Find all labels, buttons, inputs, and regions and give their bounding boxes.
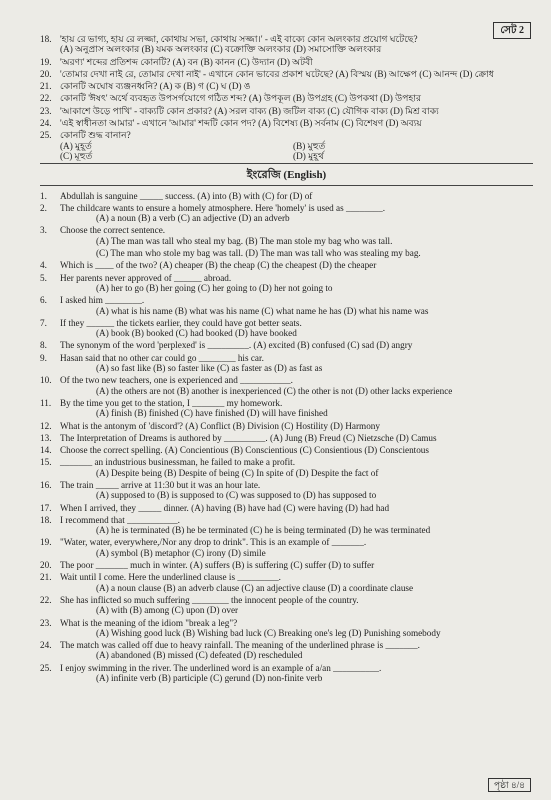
- question-row: [40, 225, 533, 246]
- question-row: [40, 273, 533, 294]
- question-options: (A) a noun (B) a verb (C) an adjective (D) an adverb: [96, 213, 290, 224]
- question-stem: _______ an industrious businessman, he failed to make a profit.: [60, 457, 296, 468]
- question-number: 25.: [40, 662, 52, 673]
- question-row: [40, 130, 533, 161]
- question-stem: কোনটি 'ঈষৎ' অর্থে ব্যবহৃত উপসর্গযোগে গঠিত শব্দ? (A) উপকূল (B) উপগ্রহ (C) উপকথা (D) উপহার: [60, 93, 422, 104]
- question-row: [40, 433, 533, 443]
- question-number: 6.: [40, 295, 47, 306]
- question-stem: I recommend that ___________.: [60, 514, 180, 525]
- question-text: [60, 106, 533, 116]
- question-row: [40, 340, 533, 350]
- question-stem: Choose the correct spelling. (A) Concientious (B) Conscientious (C) Consientious (D) Conscientous: [60, 445, 429, 456]
- question-number: 7.: [40, 317, 47, 328]
- question-stem: Hasan said that no other car could go ________ his car.: [60, 352, 264, 363]
- question-text: [60, 191, 533, 201]
- question-stem: Which is ____ of the two? (A) cheaper (B) the cheap (C) the cheapest (D) the cheaper: [60, 260, 377, 271]
- question-options: (A) with (B) among (C) upon (D) over: [96, 605, 239, 616]
- question-options: (A) supposed to (B) is supposed to (C) was supposed to (D) has supposed to: [96, 490, 377, 501]
- question-stem: The poor _______ much in winter. (A) suffers (B) is suffering (C) suffer (D) to suffer: [60, 560, 375, 571]
- question-number: 18.: [40, 514, 52, 525]
- question-text: [60, 248, 533, 258]
- question-text: [60, 595, 533, 616]
- question-text: [60, 515, 533, 536]
- option: (A) মুহূর্ত: [60, 140, 92, 151]
- question-stem: 'অরণ্য' শব্দের প্রতিশব্দ কোনটি? (A) বন (B) কানন (C) উদ্যান (D) অটবী: [60, 56, 313, 67]
- divider: [40, 185, 533, 186]
- question-row: [40, 353, 533, 374]
- question-row: [40, 81, 533, 91]
- question-text: [60, 295, 533, 316]
- question-row: [40, 618, 533, 639]
- question-number: 11.: [40, 397, 52, 408]
- option: (D) মুহূর্থ: [293, 150, 324, 161]
- question-stem: If they ______ the tickets earlier, they could have got better seats.: [60, 317, 302, 328]
- question-number: 5.: [40, 272, 47, 283]
- question-options: (A) Despite being (B) Despite of being (C) In spite of (D) Despite the fact of: [96, 467, 379, 478]
- question-stem: Wait until I come. Here the underlined clause is _________.: [60, 572, 281, 583]
- question-text: [60, 560, 533, 570]
- question-number: 25.: [40, 130, 52, 141]
- question-number: 21.: [40, 81, 52, 92]
- question-number: 1.: [40, 190, 47, 201]
- question-number: 24.: [40, 640, 52, 651]
- question-stem: কোনটি শুদ্ধ বানান?: [60, 130, 131, 141]
- question-row: [40, 480, 533, 501]
- question-text: [60, 375, 533, 396]
- question-options: (A) finish (B) finished (C) have finished (D) will have finished: [96, 408, 328, 419]
- question-stem: What is the antonym of 'discord'? (A) Conflict (B) Division (C) Hostility (D) Harmony: [60, 420, 380, 431]
- question-row: [40, 398, 533, 419]
- question-text: [60, 480, 533, 501]
- question-text: [60, 445, 533, 455]
- question-number: 16.: [40, 480, 52, 490]
- question-options: (A) he is terminated (B) he be terminated (C) he is being terminated (D) he was terminated: [96, 525, 431, 536]
- question-row: [40, 318, 533, 339]
- question-options: [60, 141, 533, 162]
- question-number: 13.: [40, 432, 52, 443]
- question-text: [60, 203, 533, 224]
- question-text: [60, 93, 533, 103]
- question-number: 18.: [40, 34, 52, 44]
- question-stem: When I arrived, they _____ dinner. (A) having (B) have had (C) were having (D) had had: [60, 502, 390, 513]
- question-text: [60, 537, 533, 558]
- question-row: [40, 118, 533, 128]
- question-number: 14.: [40, 445, 52, 456]
- question-text: [60, 273, 533, 294]
- question-row: [40, 93, 533, 103]
- question-stem: Of the two new teachers, one is experienced and ___________.: [60, 375, 293, 386]
- question-number: 17.: [40, 502, 52, 513]
- page-number: পৃষ্ঠা ৪/৪: [488, 778, 531, 792]
- set-label: সেট 2: [493, 22, 531, 39]
- question-options: (A) infinite verb (B) participle (C) gerund (D) non-finite verb: [96, 673, 323, 684]
- question-options: (A) book (B) booked (C) had booked (D) have booked: [96, 328, 297, 339]
- question-text: [60, 130, 533, 161]
- question-text: [60, 640, 533, 661]
- question-number: 8.: [40, 340, 47, 351]
- question-number: 22.: [40, 93, 52, 104]
- question-row: [40, 640, 533, 661]
- question-number: 23.: [40, 617, 52, 628]
- bangla-section: [40, 34, 533, 161]
- question-row: [40, 445, 533, 455]
- english-section-title: ইংরেজি (English): [246, 169, 327, 182]
- question-stem: 'আকাশে উড়ে পাখি' - বাক্যটি কোন প্রকার? (A) সরল বাক্য (B) জটিল বাক্য (C) যৌগিক বাক্য (D) মিশ্র বাক্য: [60, 105, 439, 116]
- question-row: [40, 260, 533, 270]
- question-number: 22.: [40, 594, 52, 605]
- question-number: 2.: [40, 202, 47, 213]
- question-options: (C) The man who stole my bag was tall. (D) The man was tall who was stealing my bag.: [96, 248, 421, 259]
- question-stem: 'তোমার দেখা নাই রে, তোমার দেখা নাই' - এখানে কোন ভাবের প্রকাশ ঘটেছে? (A) বিস্ময় (B) আক্ষেপ (C) আনন্দ (D) ক্রোধ: [60, 68, 494, 79]
- question-stem: I asked him ________.: [60, 295, 145, 306]
- question-options: (A) the others are not (B) another is inexperienced (C) the other is not (D) other lacks experience: [96, 385, 453, 396]
- question-number: 24.: [40, 118, 52, 129]
- question-options: (A) অনুপ্রাস অলংকার (B) যমক অলংকার (C) বক্রোক্তি অলংকার (D) সমাসোক্তি অলংকার: [60, 44, 382, 55]
- question-text: [60, 225, 533, 246]
- question-row: [40, 375, 533, 396]
- question-row: [40, 191, 533, 201]
- question-row: [40, 34, 533, 55]
- question-text: [60, 340, 533, 350]
- question-text: [60, 398, 533, 419]
- question-options: (A) her to go (B) her going (C) her going to (D) her not going to: [96, 282, 333, 293]
- question-options: (A) a noun clause (B) an adverb clause (C) an adjective clause (D) a coordinate clause: [96, 582, 414, 593]
- question-number: 21.: [40, 572, 52, 583]
- question-stem: Choose the correct sentence.: [60, 225, 166, 236]
- question-stem: What is the meaning of the idiom "break a leg"?: [60, 617, 238, 628]
- question-number: 15.: [40, 457, 52, 468]
- question-text: [60, 34, 533, 55]
- question-row: [40, 457, 533, 478]
- divider: [40, 163, 533, 164]
- question-stem: The childcare wants to ensure a homely atmosphere. Here 'homely' is used as ________.: [60, 202, 386, 213]
- question-row: [40, 537, 533, 558]
- question-row: [40, 248, 533, 258]
- question-text: [60, 318, 533, 339]
- question-stem: কোনটি অঘোষ ব্যঞ্জনধ্বনি? (A) ক (B) গ (C) ঘ (D) ঙ: [60, 81, 251, 92]
- question-number: 20.: [40, 560, 52, 571]
- question-options: (A) Wishing good luck (B) Wishing bad luck (C) Breaking one's leg (D) Punishing somebody: [96, 627, 441, 638]
- question-stem: Abdullah is sanguine _____ success. (A) into (B) with (C) for (D) of: [60, 190, 313, 201]
- question-number: 3.: [40, 225, 47, 236]
- question-row: [40, 203, 533, 224]
- question-options: (A) The man was tall who steal my bag. (B) The man stole my bag who was tall.: [96, 235, 393, 246]
- question-row: [40, 515, 533, 536]
- question-text: [60, 260, 533, 270]
- question-stem: The Interpretation of Dreams is authored by _________. (A) Jung (B) Freud (C) Nietzsche (D) Camus: [60, 432, 437, 443]
- question-options: (A) abandoned (B) missed (C) defeated (D) rescheduled: [96, 650, 303, 661]
- question-row: [40, 421, 533, 431]
- question-number: 10.: [40, 375, 52, 386]
- question-row: [40, 69, 533, 79]
- question-number: 9.: [40, 352, 47, 363]
- question-number: 19.: [40, 537, 52, 548]
- question-text: [60, 57, 533, 67]
- question-options: (A) so fast like (B) so faster like (C) as faster as (D) as fast as: [96, 363, 323, 374]
- question-text: [60, 353, 533, 374]
- question-number: [40, 248, 60, 258]
- question-stem: By the time you get to the station, I _______ my homework.: [60, 397, 283, 408]
- question-text: [60, 81, 533, 91]
- question-number: 20.: [40, 68, 52, 79]
- option: (C) মূহুর্ত: [60, 150, 93, 161]
- question-row: [40, 503, 533, 513]
- question-text: [60, 69, 533, 79]
- question-stem: 'হায় রে ভাগ্য, হায় রে লজ্জা, কোথায় সভা, কোথায় সজ্জা।' - এই বাক্যে কোন অলংকার প্রয়োগ ঘটেছে?: [60, 34, 418, 44]
- question-text: [60, 503, 533, 513]
- question-text: [60, 118, 533, 128]
- question-text: [60, 663, 533, 684]
- question-options: (A) symbol (B) metaphor (C) irony (D) simile: [96, 547, 266, 558]
- question-stem: 'এই স্বাধীনতা আমার' - এখানে 'আমার' শব্দটি কোন পদ? (A) বিশেষ্য (B) সর্বনাম (C) বিশেষণ (D) অব্যয়: [60, 118, 422, 129]
- question-row: [40, 572, 533, 593]
- question-row: [40, 295, 533, 316]
- question-row: [40, 663, 533, 684]
- question-number: 4.: [40, 260, 47, 271]
- option: (B) মুহুর্ত: [293, 140, 326, 151]
- question-stem: She has inflicted so much suffering ________ the innocent people of the country.: [60, 594, 359, 605]
- question-stem: The train _____ arrive at 11:30 but it was an hour late.: [60, 480, 261, 490]
- question-text: [60, 433, 533, 443]
- question-text: [60, 457, 533, 478]
- question-row: [40, 106, 533, 116]
- question-number: 23.: [40, 105, 52, 116]
- question-stem: Her parents never approved of ______ abroad.: [60, 272, 232, 283]
- question-number: 19.: [40, 56, 52, 67]
- question-stem: I enjoy swimming in the river. The underlined word is an example of a/an __________.: [60, 662, 382, 673]
- english-section: [40, 191, 533, 684]
- question-text: [60, 421, 533, 431]
- question-text: [60, 618, 533, 639]
- question-row: [40, 560, 533, 570]
- question-stem: The synonym of the word 'perplexed' is _________. (A) excited (B) confused (C) sad (D) angry: [60, 340, 413, 351]
- question-stem: "Water, water, everywhere,/Nor any drop to drink". This is an example of _______.: [60, 537, 367, 548]
- question-stem: The match was called off due to heavy rainfall. The meaning of the underlined phrase is _______.: [60, 640, 420, 651]
- question-text: [60, 572, 533, 593]
- question-row: [40, 595, 533, 616]
- question-number: 12.: [40, 420, 52, 431]
- question-row: [40, 57, 533, 67]
- question-options: (A) what is his name (B) what was his name (C) what name he has (D) what his name was: [96, 305, 429, 316]
